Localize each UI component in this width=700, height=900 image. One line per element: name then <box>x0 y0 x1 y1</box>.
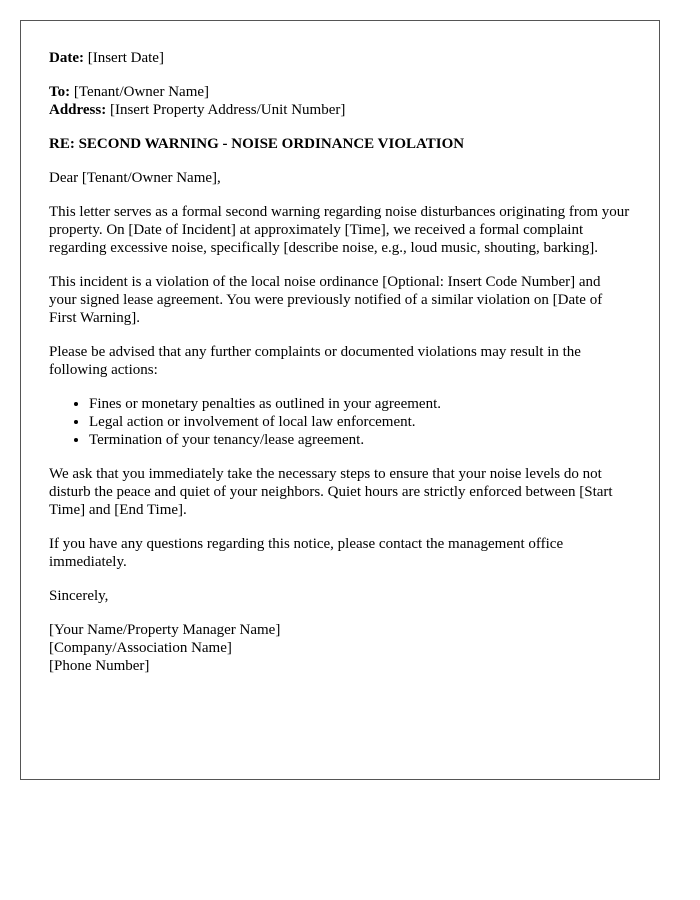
signature-block <box>49 621 631 675</box>
closing-paragraph-1: We ask that you immediately take the necessary steps to ensure that your noise levels do not disturb the peace and quiet of your neighbors. Quiet hours are strictly enforced between [Start Time] and [End Time]. <box>49 466 613 518</box>
recipient-block <box>49 83 631 119</box>
signature-company: [Company/Association Name] <box>49 640 232 656</box>
signature-name: [Your Name/Property Manager Name] <box>49 622 281 638</box>
body-paragraph-2: This incident is a violation of the local noise ordinance [Optional: Insert Code Number] and your signed lease agreement. You were previously notified of a similar violation on [Date of First Warning]. <box>49 274 603 326</box>
address-label: Address: <box>49 102 107 118</box>
date-label: Date: <box>49 50 84 66</box>
body-paragraph-3: Please be advised that any further complaints or documented violations may result in the following actions: <box>49 344 581 378</box>
action-item: • Legal action or involvement of local law enforcement. <box>89 413 631 431</box>
body-paragraph-1: This letter serves as a formal second warning regarding noise disturbances originating from your property. On [Date of Incident] at approximately [Time], we received a formal complaint regarding excessive noise, specifically [describe noise, e.g., loud music, shouting, barking]. <box>49 204 630 256</box>
signature-phone: [Phone Number] <box>49 658 150 674</box>
salutation: Dear [Tenant/Owner Name], <box>49 170 221 186</box>
address-line <box>49 101 631 119</box>
to-line <box>49 83 631 101</box>
closing-paragraph-2: If you have any questions regarding this notice, please contact the management office immediately. <box>49 536 564 570</box>
to-label: To: <box>49 84 71 100</box>
action-item: • Termination of your tenancy/lease agreement. <box>89 431 631 449</box>
signoff: Sincerely, <box>49 588 109 604</box>
date-value: [Insert Date] <box>87 50 164 66</box>
letter-header <box>49 49 631 67</box>
date-line <box>49 49 631 67</box>
warning-letter <box>20 20 660 780</box>
actions-list <box>49 395 631 449</box>
letter-subject: RE: SECOND WARNING - NOISE ORDINANCE VIOLATION <box>49 136 465 152</box>
to-value: [Tenant/Owner Name] <box>73 84 210 100</box>
action-item: • Fines or monetary penalties as outlined in your agreement. <box>89 395 631 413</box>
address-value: [Insert Property Address/Unit Number] <box>109 102 346 118</box>
